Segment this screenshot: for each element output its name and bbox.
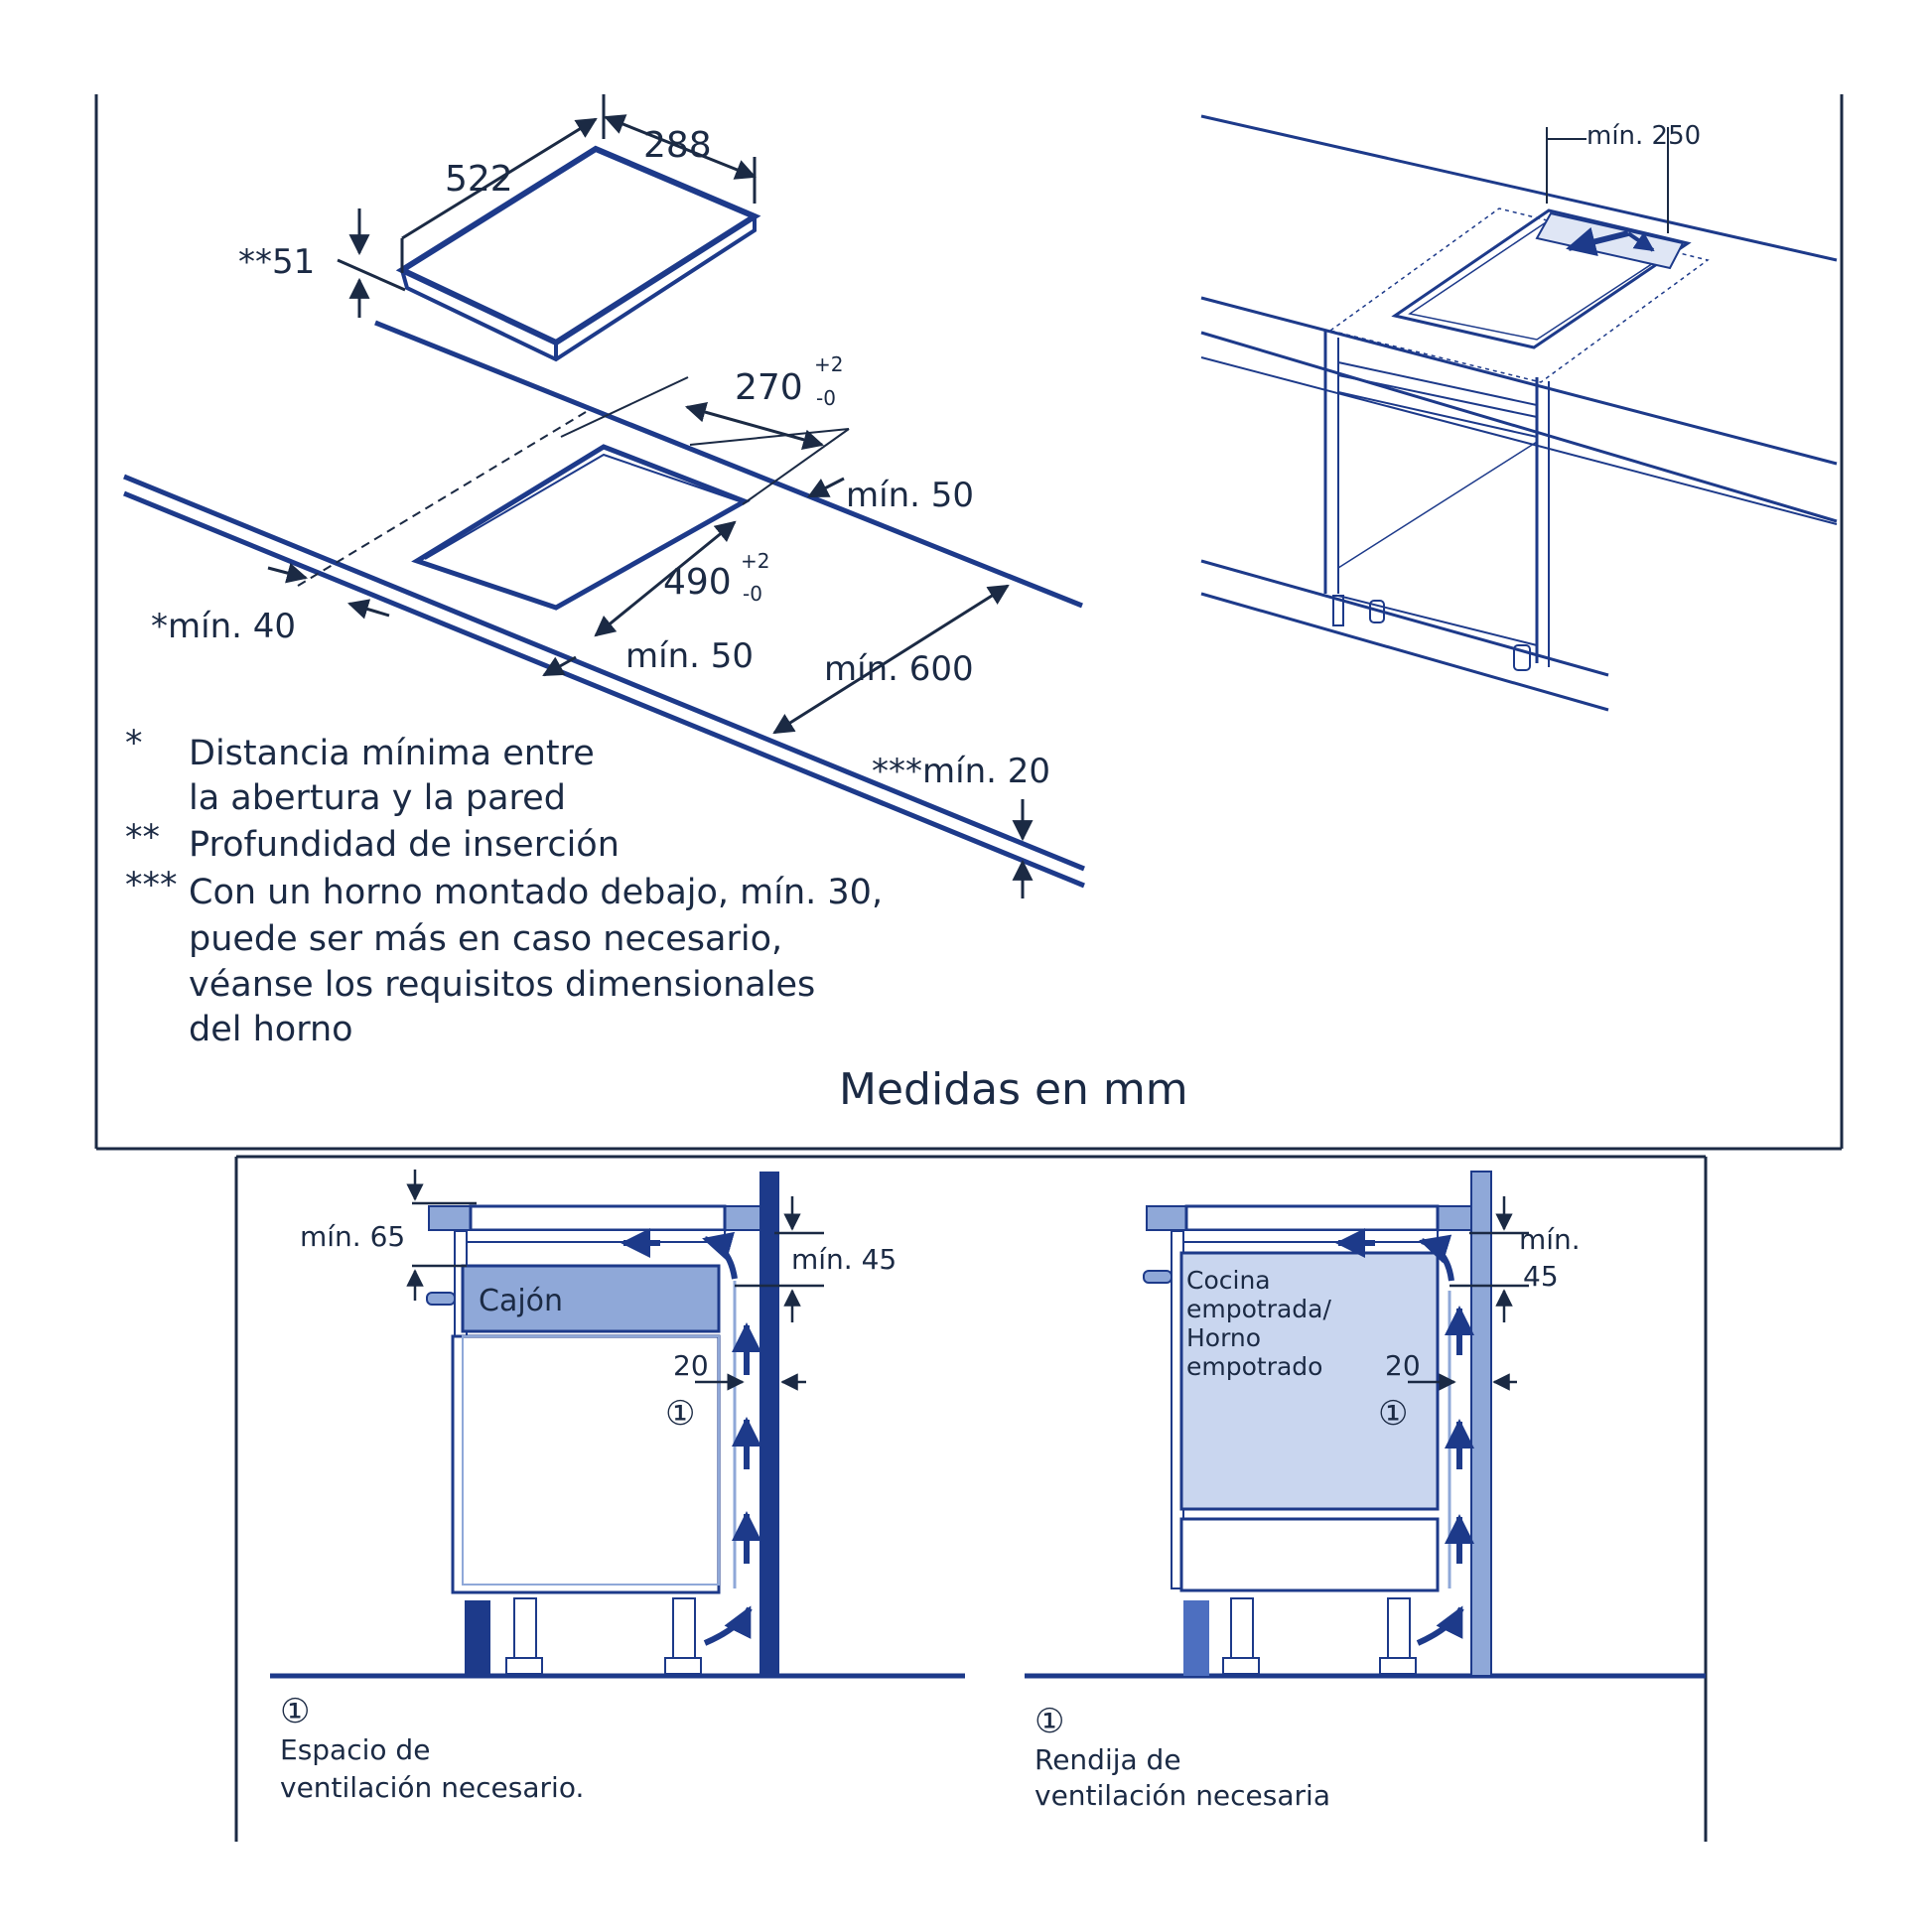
appliance-line-2: empotrada/ [1186,1295,1331,1323]
dim-288: 288 [643,125,712,166]
note-3-line-4: del horno [189,1010,353,1049]
vent-marker-right: ① [1378,1394,1409,1434]
dim-51: **51 [238,242,316,282]
units-caption: Medidas en mm [839,1064,1188,1115]
gap-20-right: 20 [1385,1349,1421,1382]
appliance-line-4: empotrado [1186,1352,1323,1381]
drawer-cabinet-section [270,1170,965,1804]
dim-min50-right: mín. 50 [846,476,974,515]
dim-270: 270 [735,367,803,408]
footnotes [125,724,883,1049]
note-2-line-1: Profundidad de inserción [189,825,620,865]
dim-270-tol-plus: +2 [814,352,844,376]
dim-490-tol-minus: -0 [743,582,762,606]
dim-min600: mín. 600 [824,649,974,689]
dim-522: 522 [445,159,513,200]
cabinet-isometric [1201,116,1837,710]
note-1-line-2: la abertura y la pared [189,778,566,818]
vent-marker-left: ① [665,1394,696,1434]
dim-min250: mín. 250 [1587,121,1702,151]
oven-cabinet-section [1025,1172,1706,1812]
drawer-label: Cajón [479,1284,564,1318]
note-mark-1: * [125,724,143,763]
note-1-line-1: Distancia mínima entre [189,734,595,773]
dim-min45-left: mín. 45 [791,1243,897,1276]
dim-min65: mín. 65 [300,1220,406,1253]
dim-min50-front: mín. 50 [625,636,754,676]
dim-min40: *mín. 40 [151,607,296,646]
legend-right-line-1: Rendija de [1035,1743,1181,1776]
dim-490: 490 [663,562,732,603]
appliance-line-1: Cocina [1186,1266,1271,1295]
legend-left-line-2: ventilación necesario. [280,1771,585,1804]
dim-490-tol-plus: +2 [741,549,770,573]
dim-45-right: 45 [1523,1260,1559,1293]
gap-20-left: 20 [673,1349,709,1382]
note-3-line-3: véanse los requisitos dimensionales [189,965,816,1005]
legend-marker-right: ① [1035,1702,1065,1741]
legend-left-line-1: Espacio de [280,1733,431,1766]
note-mark-3: *** [125,866,178,905]
dim-min-right-label: mín. [1519,1223,1581,1256]
legend-right-line-2: ventilación necesaria [1035,1779,1330,1812]
note-mark-2: ** [125,818,160,858]
dim-min20: ***mín. 20 [872,752,1050,791]
note-3-line-1: Con un horno montado debajo, mín. 30, [189,873,884,912]
dim-270-tol-minus: -0 [816,386,836,410]
legend-marker-left: ① [280,1692,311,1731]
appliance-line-3: Horno [1186,1323,1262,1352]
note-3-line-2: puede ser más en caso necesario, [189,919,783,959]
